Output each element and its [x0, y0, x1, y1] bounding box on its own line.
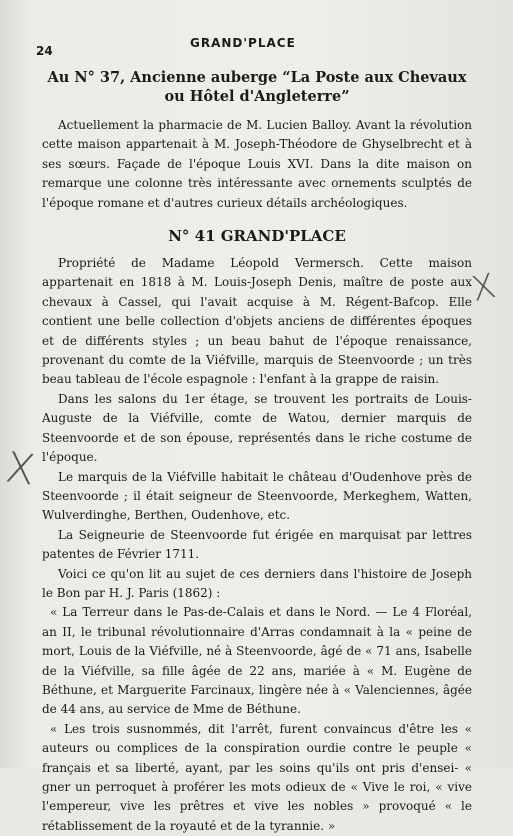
heading-line-2: ou Hôtel d'Angleterre”	[164, 88, 350, 105]
section-heading	[42, 68, 472, 106]
running-title: GRAND'PLACE	[190, 36, 296, 50]
page-content	[42, 68, 472, 836]
handwritten-x-mark: X	[468, 266, 500, 310]
historical-quote	[42, 603, 472, 836]
heading-line-1: Au N° 37, Ancienne auberge “La Poste aux Chevaux	[47, 69, 467, 86]
paragraph: La Seigneurie de Steenvoorde fut érigée en marquisat par lettres patentes de Février 1711.	[42, 527, 472, 562]
section-no-37	[42, 68, 472, 213]
paragraph: Dans les salons du 1er étage, se trouvent les portraits de Louis-Auguste de la Viéfville, comte de Watou, dernier marquis de Steenvoorde et de son épouse, représentés dans le riche costume de l'époque.	[42, 391, 472, 465]
page-header	[0, 36, 513, 56]
page-number: 24	[36, 44, 53, 58]
quote-paragraph: « Les trois susnommés, dit l'arrêt, furent convaincus d'être les « auteurs ou complices de la conspiration ourdie contre le peuple « français et sa liberté, ayant, par les soins qu'ils ont pris d'ensei- « gner un perroquet à proférer les mots odieux de « Vive le roi, « vive l'empereur, vive les prêtres et vive les nobles » provoqué « le rétablissement de la royauté et de la tyrannie. »	[42, 721, 472, 833]
paragraph: Propriété de Madame Léopold Vermersch. Cette maison appartenait en 1818 à M. Louis-Joseph Denis, maître de poste aux chevaux à Cassel, qui l'avait acquise à M. Régent-Bafcop. Elle contient une belle collection d'objets anciens de différentes époques et de différents styles ; un beau bahut de l'époque renaissance, provenant du comte de la Viéfville, marquis de Steenvoorde ; un très beau tableau de l'école espagnole : l'enfant à la grappe de raisin.	[42, 256, 472, 387]
paragraph: Le marquis de la Viéfville habitait le château d'Oudenhove près de Steenvoorde ; il était seigneur de Steenvoorde, Merkeghem, Watten, Wulverdinghe, Berthen, Oudenhove, etc.	[42, 469, 472, 523]
section-no-41	[42, 227, 472, 836]
paragraph: Actuellement la pharmacie de M. Lucien Balloy. Avant la révolution cette maison appartenait à M. Joseph-Théodore de Ghyselbrecht et à ses sœurs. Façade de l'époque Louis XVI. Dans la dite maison on remarque une colonne très intéressante avec ornements sculptés de l'époque romane et d'autres curieux détails archéologiques.	[42, 118, 472, 210]
section-heading: N° 41 GRAND'PLACE	[168, 227, 346, 246]
handwritten-x-mark: X	[2, 442, 39, 495]
paragraph: Voici ce qu'on lit au sujet de ces derniers dans l'histoire de Joseph le Bon par H. J. Paris (1862) :	[42, 566, 472, 600]
quote-paragraph: « La Terreur dans le Pas-de-Calais et dans le Nord. — Le 4 Floréal, an II, le tribunal révolutionnaire d'Arras condamnait à la « peine de mort, Louis de la Viéfville, né à Steenvoorde, âgé de « 71 ans, Isabelle de la Viéfville, sa fille âgée de 22 ans, mariée à « M. Eugène de Béthune, et Marguerite Farcinaux, lingère née à « Valenciennes, âgée de 44 ans, au service de Mme de Béthune.	[42, 605, 472, 717]
